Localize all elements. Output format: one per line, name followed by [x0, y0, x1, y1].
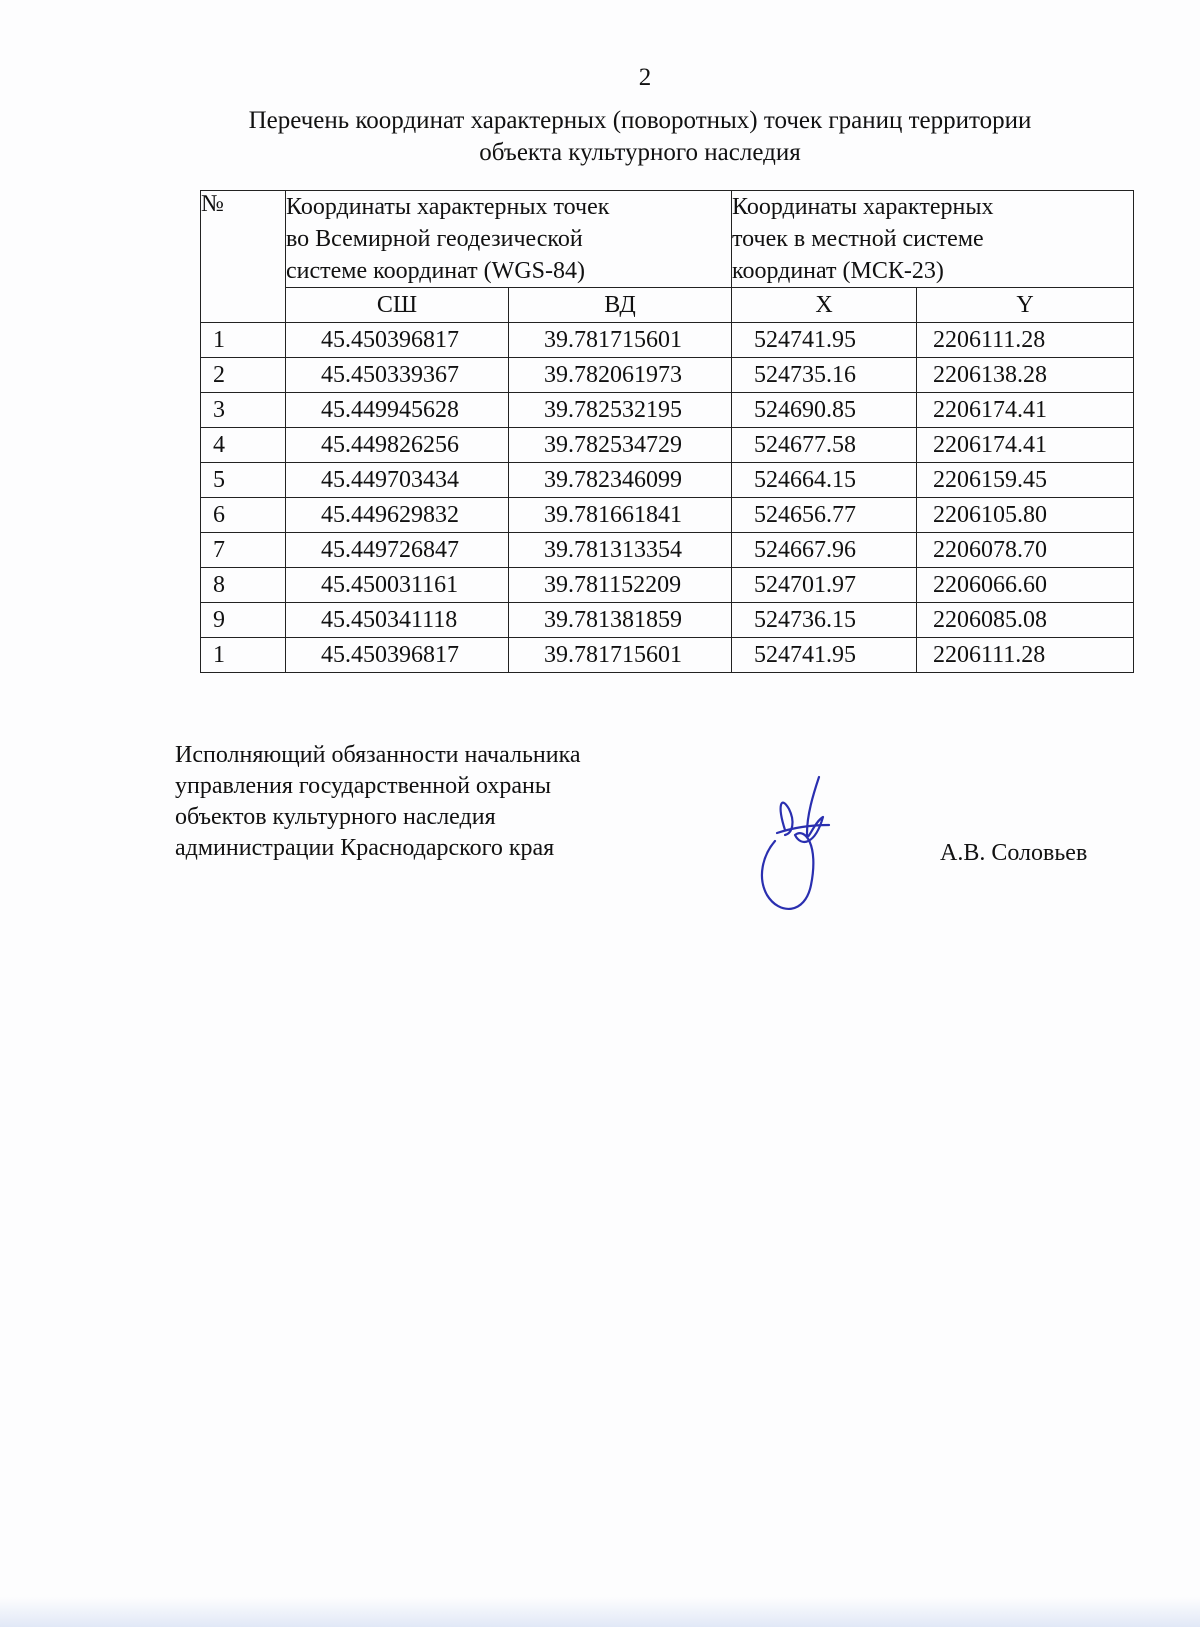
- header-latitude: СШ: [286, 288, 509, 323]
- point-number-cell: 7: [201, 533, 286, 568]
- longitude-cell: 39.781715601: [509, 638, 732, 673]
- position-line: объектов культурного наследия: [175, 804, 496, 830]
- document-title: [140, 105, 1140, 169]
- position-line: Исполняющий обязанности начальника: [175, 742, 581, 768]
- longitude-cell: 39.781313354: [509, 533, 732, 568]
- position-line: управления государственной охраны: [175, 773, 551, 799]
- header-wgs84-line: Координаты характерных точек: [286, 194, 610, 220]
- signatory-position: [175, 740, 581, 864]
- header-y: Y: [917, 288, 1134, 323]
- y-cell: 2206111.28: [917, 638, 1134, 673]
- header-x: X: [732, 288, 917, 323]
- table-row: [201, 358, 1134, 393]
- point-number-cell: 4: [201, 428, 286, 463]
- x-cell: 524656.77: [732, 498, 917, 533]
- page-number: 2: [638, 64, 652, 91]
- header-wgs84-line: во Всемирной геодезической: [286, 226, 583, 252]
- table-row: [201, 463, 1134, 498]
- longitude-cell: 39.781152209: [509, 568, 732, 603]
- x-cell: 524735.16: [732, 358, 917, 393]
- table-row: [201, 638, 1134, 673]
- y-cell: 2206174.41: [917, 393, 1134, 428]
- title-line-2: объекта культурного наследия: [479, 139, 801, 166]
- latitude-cell: 45.450339367: [286, 358, 509, 393]
- latitude-cell: 45.449826256: [286, 428, 509, 463]
- latitude-cell: 45.449629832: [286, 498, 509, 533]
- latitude-cell: 45.449945628: [286, 393, 509, 428]
- scan-edge: [0, 1597, 1200, 1627]
- x-cell: 524690.85: [732, 393, 917, 428]
- y-cell: 2206138.28: [917, 358, 1134, 393]
- table-row: [201, 533, 1134, 568]
- y-cell: 2206111.28: [917, 323, 1134, 358]
- longitude-cell: 39.782534729: [509, 428, 732, 463]
- x-cell: 524741.95: [732, 638, 917, 673]
- x-cell: 524664.15: [732, 463, 917, 498]
- header-number: №: [201, 191, 286, 323]
- longitude-cell: 39.782346099: [509, 463, 732, 498]
- y-cell: 2206105.80: [917, 498, 1134, 533]
- point-number-cell: 1: [201, 638, 286, 673]
- longitude-cell: 39.782061973: [509, 358, 732, 393]
- y-cell: 2206066.60: [917, 568, 1134, 603]
- latitude-cell: 45.449726847: [286, 533, 509, 568]
- latitude-cell: 45.450341118: [286, 603, 509, 638]
- title-line-1: Перечень координат характерных (поворотных) точек границ территории: [248, 107, 1032, 134]
- table-row: [201, 568, 1134, 603]
- latitude-cell: 45.450396817: [286, 638, 509, 673]
- y-cell: 2206174.41: [917, 428, 1134, 463]
- signatory-name: А.В. Соловьев: [940, 840, 1088, 866]
- latitude-cell: 45.450396817: [286, 323, 509, 358]
- latitude-cell: 45.450031161: [286, 568, 509, 603]
- y-cell: 2206159.45: [917, 463, 1134, 498]
- point-number-cell: 8: [201, 568, 286, 603]
- point-number-cell: 6: [201, 498, 286, 533]
- table-row: [201, 603, 1134, 638]
- x-cell: 524736.15: [732, 603, 917, 638]
- header-wgs84-line: системе координат (WGS-84): [286, 258, 585, 284]
- header-msk23: [732, 191, 1134, 288]
- coordinates-table: [200, 190, 1134, 673]
- table-row: [201, 498, 1134, 533]
- header-msk23-line: координат (МСК-23): [732, 258, 944, 284]
- point-number-cell: 2: [201, 358, 286, 393]
- point-number-cell: 1: [201, 323, 286, 358]
- header-wgs84: [286, 191, 732, 288]
- x-cell: 524667.96: [732, 533, 917, 568]
- x-cell: 524701.97: [732, 568, 917, 603]
- point-number-cell: 5: [201, 463, 286, 498]
- x-cell: 524741.95: [732, 323, 917, 358]
- header-msk23-line: точек в местной системе: [732, 226, 984, 252]
- table-row: [201, 323, 1134, 358]
- y-cell: 2206085.08: [917, 603, 1134, 638]
- table-row: [201, 393, 1134, 428]
- longitude-cell: 39.781661841: [509, 498, 732, 533]
- header-longitude: ВД: [509, 288, 732, 323]
- point-number-cell: 9: [201, 603, 286, 638]
- longitude-cell: 39.782532195: [509, 393, 732, 428]
- x-cell: 524677.58: [732, 428, 917, 463]
- table-body: [201, 323, 1134, 673]
- header-msk23-line: Координаты характерных: [732, 194, 994, 220]
- handwritten-signature: [755, 775, 845, 920]
- longitude-cell: 39.781381859: [509, 603, 732, 638]
- table-row: [201, 428, 1134, 463]
- position-line: администрации Краснодарского края: [175, 835, 555, 861]
- latitude-cell: 45.449703434: [286, 463, 509, 498]
- longitude-cell: 39.781715601: [509, 323, 732, 358]
- point-number-cell: 3: [201, 393, 286, 428]
- y-cell: 2206078.70: [917, 533, 1134, 568]
